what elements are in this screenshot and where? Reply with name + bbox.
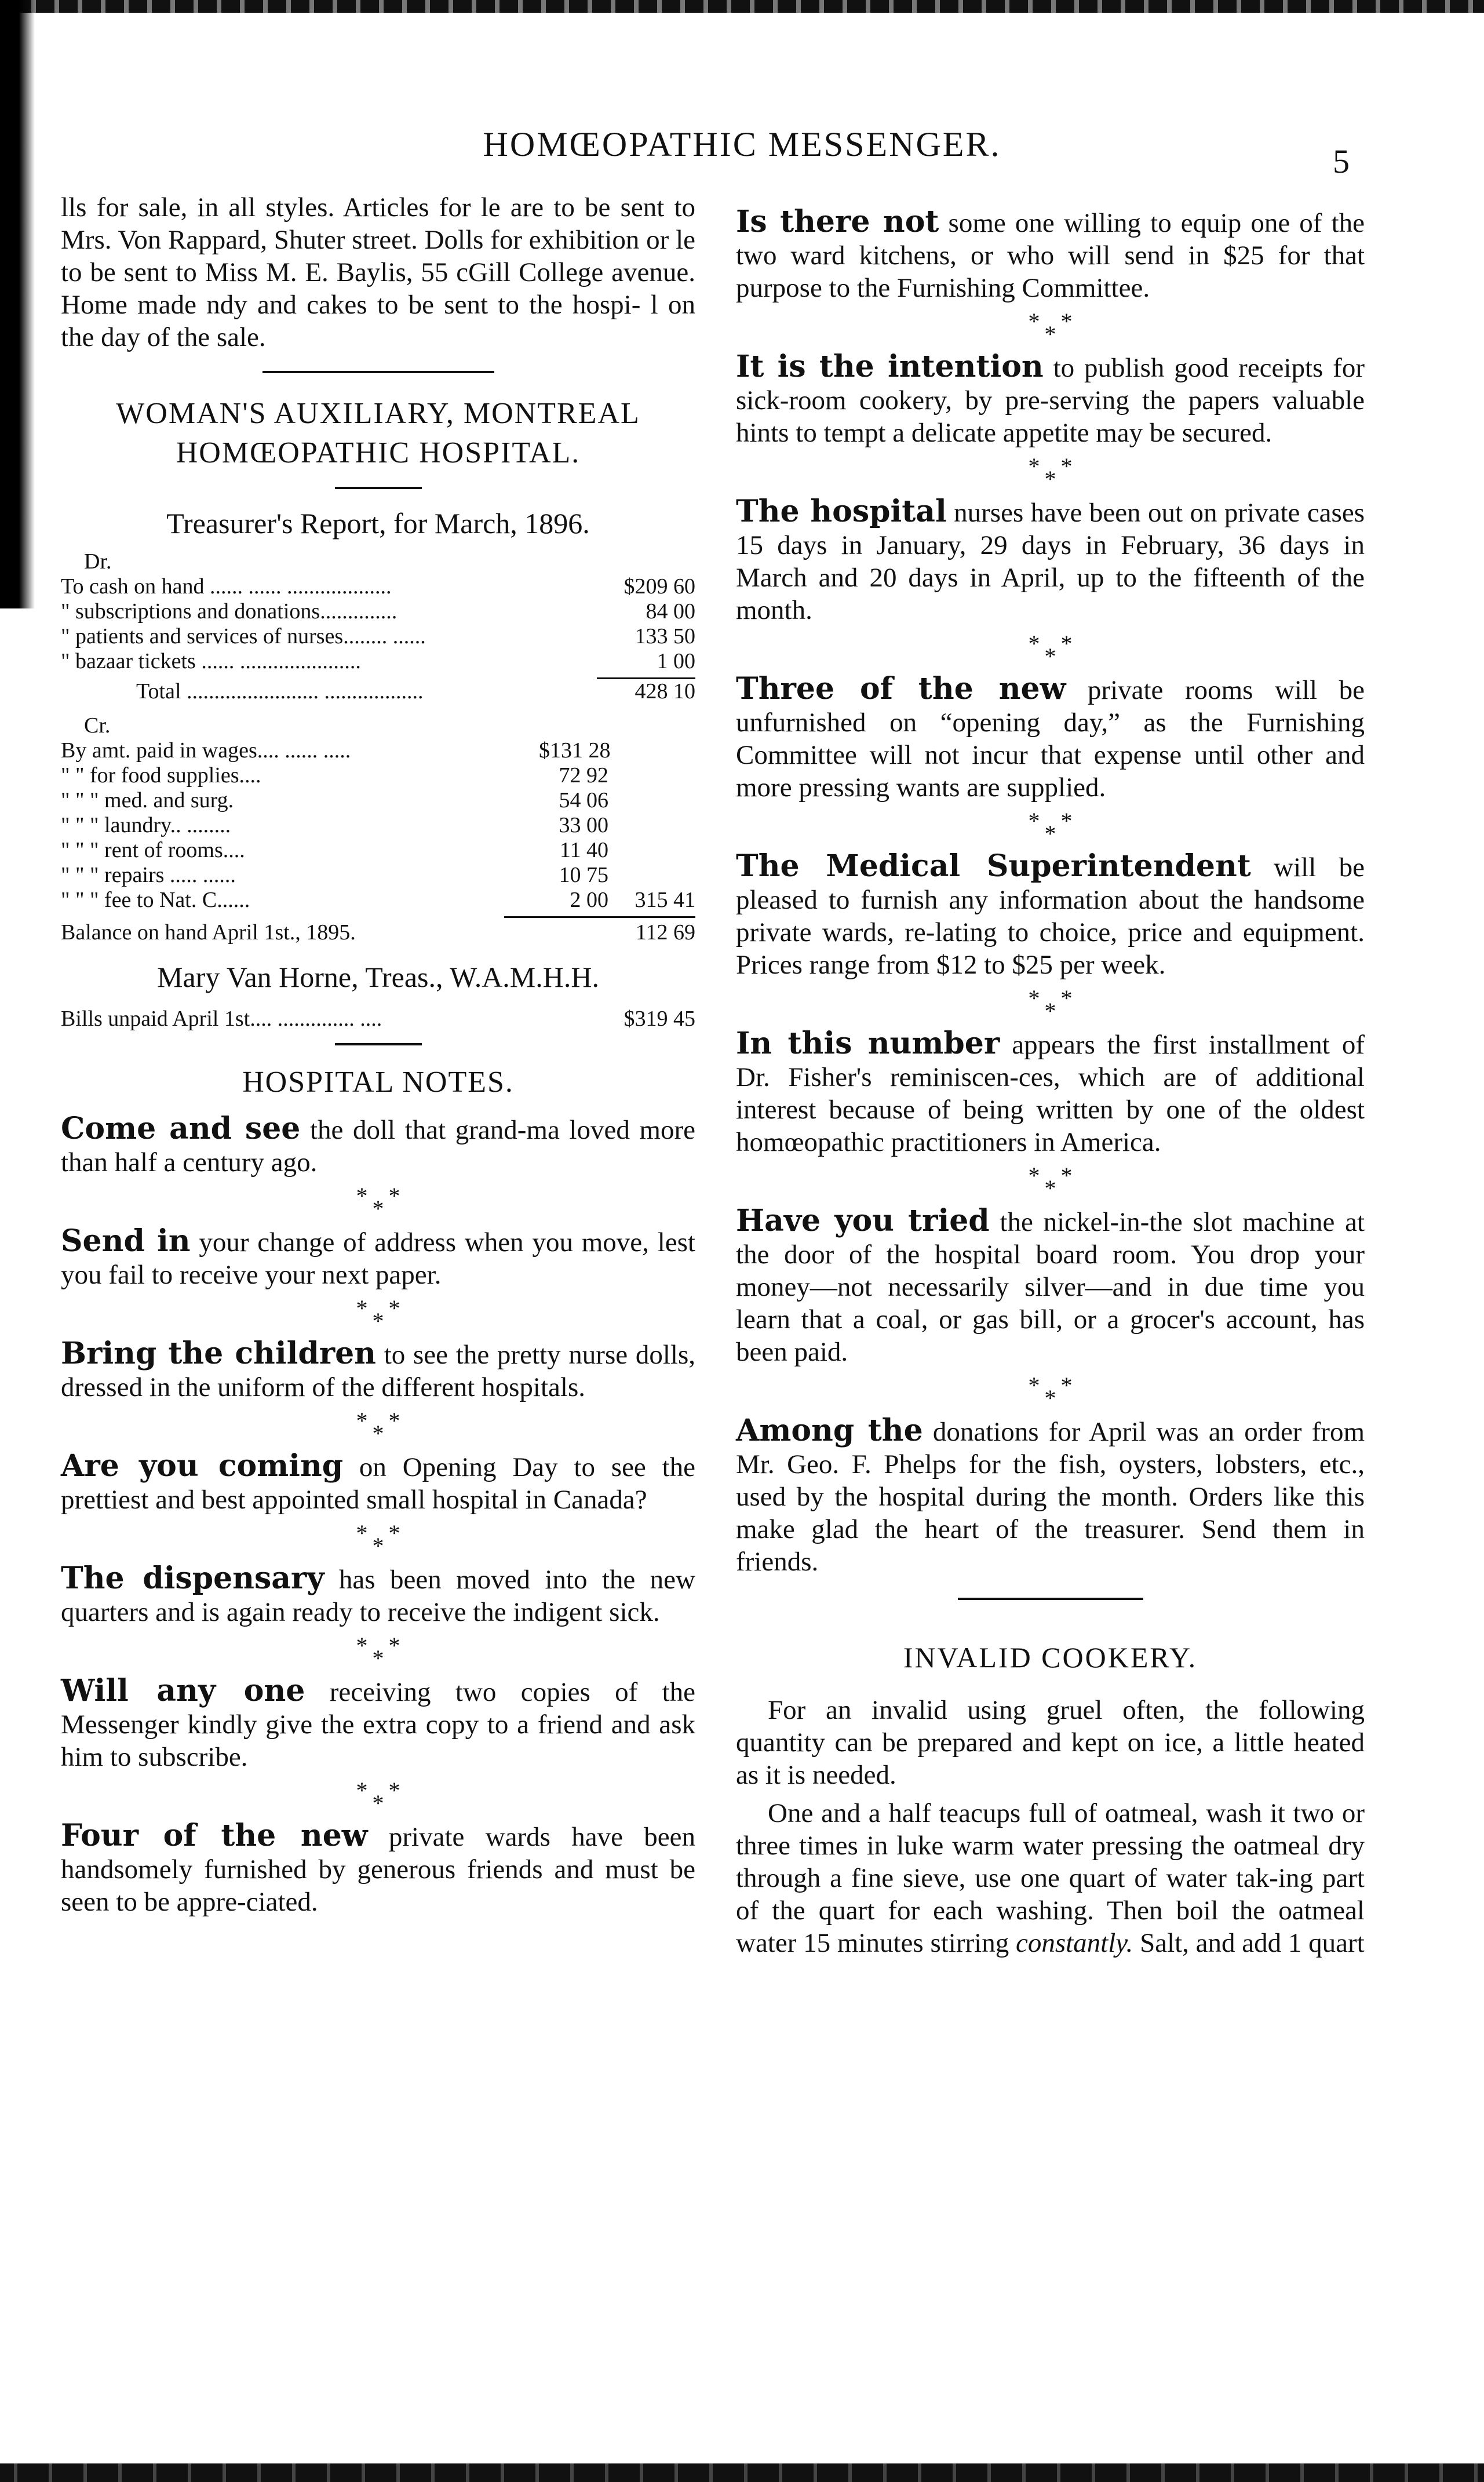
right-column (736, 206, 1365, 1959)
ledger-row (61, 888, 695, 913)
section-rule (335, 487, 422, 489)
star-icon: * (1028, 1372, 1040, 1398)
star-icon: * (372, 1196, 384, 1222)
balance-amount: 112 69 (635, 920, 695, 945)
ledger-label: " subscriptions and donations.............. (61, 599, 398, 624)
dr-rows (61, 574, 695, 674)
ledger-label: " patients and services of nurses........ ...... (61, 624, 426, 648)
ledger-total (608, 763, 695, 788)
note-lead: Are you coming (61, 1448, 344, 1484)
star-icon: * (1028, 1162, 1040, 1189)
star-icon: * (388, 1295, 400, 1321)
ledger-total: 315 41 (635, 888, 695, 912)
balance-rule (504, 916, 695, 918)
hospital-notes-title: HOSPITAL NOTES. (242, 1066, 514, 1099)
star-icon: * (1044, 1175, 1056, 1201)
note-text: to see the pretty nurse dolls, dressed in the uniform of the different hospitals. (61, 1340, 695, 1402)
ledger-amount: 133 50 (635, 624, 695, 648)
note-lead: In this number (736, 1026, 1000, 1061)
hospital-note (61, 1450, 695, 1516)
ledger-row (61, 738, 695, 763)
hospital-note (61, 1675, 695, 1773)
page-top-edge (0, 0, 1484, 13)
hospital-note (736, 1027, 1365, 1158)
star-icon: * (356, 1408, 368, 1434)
right-notes (736, 206, 1365, 1578)
note-text: the nickel-in-the slot machine at the door of the hospital board room. You drop your money—not necessarily silver—and in due time you learn that a coal, or gas bill, or a grocer's account, has been paid. (736, 1207, 1365, 1367)
ledger-amount: 11 40 (559, 838, 608, 862)
star-icon: * (372, 1645, 384, 1671)
star-icon: * (1028, 808, 1040, 834)
intro-paragraph: lls for sale, in all styles. Articles for le are to be sent to Mrs. Von Rappard, Shuter street. Dolls for exhibition or le to be sent to Miss M. E. Baylis, 55 cGill College avenue. Home made ndy and cakes to be sent to the hospi- l on the day of the sale. (61, 192, 695, 352)
ledger-row (61, 574, 695, 599)
dr-label: Dr. (84, 549, 112, 574)
note-text: nurses have been out on private cases 15 days in January, 29 days in February, 36 days in March and 20 days in April, up to the fifteenth of the month. (736, 498, 1365, 625)
ledger-amount: 54 06 (559, 788, 608, 812)
star-icon: * (1060, 985, 1073, 1011)
star-icon: * (388, 1183, 400, 1209)
star-icon: * (388, 1408, 400, 1434)
report-title: Treasurer's Report, for March, 1896. (166, 507, 590, 540)
note-text: private wards have been handsomely furnished by generous friends and must be seen to be appre-ciated. (61, 1822, 695, 1917)
bills-unpaid (61, 1007, 695, 1032)
star-icon: * (1060, 1372, 1073, 1398)
left-notes (61, 1113, 695, 1918)
ledger-amount: 1 00 (657, 649, 695, 673)
page-bottom-edge (0, 2463, 1484, 2482)
bills-row (61, 1007, 695, 1032)
note-text: to publish good receipts for sick-room cookery, by pre-serving the papers valuable hints to tempt a delicate appetite may be secured. (736, 353, 1365, 448)
star-icon: * (1060, 808, 1073, 834)
ledger-amount: $209 60 (624, 574, 695, 599)
note-text: on Opening Day to see the prettiest and best appointed small hospital in Canada? (61, 1452, 695, 1515)
note-text: some one willing to equip one of the two ward kitchens, or who will send in $25 for that purpose to the Furnishing Committee. (736, 208, 1365, 303)
total-row (61, 679, 695, 704)
bills-amount: $319 45 (624, 1007, 695, 1031)
star-icon: * (1060, 453, 1073, 479)
hospital-note (736, 495, 1365, 626)
note-lead: Will any one (61, 1673, 305, 1708)
ledger-total (608, 788, 695, 813)
star-icon: * (388, 1520, 400, 1546)
star-icon: * (372, 1308, 384, 1334)
ledger-row (61, 649, 695, 674)
note-text: appears the first installment of Dr. Fisher's reminiscen-ces, which are of additional interest because of being written by one of the oldest homœopathic practitioners in America. (736, 1030, 1365, 1157)
ledger-row (61, 599, 695, 624)
note-lead: Is there not (736, 204, 939, 239)
hospital-note (736, 1205, 1365, 1368)
total-amount: 428 10 (635, 679, 695, 704)
ledger-total (608, 813, 695, 838)
ledger-amount: 2 00 (570, 888, 608, 912)
ledger-total (608, 863, 695, 888)
star-icon: * (356, 1777, 368, 1803)
note-text: receiving two copies of the Messenger kindly give the extra copy to a friend and ask him to subscribe. (61, 1677, 695, 1772)
ledger-row (61, 863, 695, 888)
ledger-amount: $131 28 (539, 738, 611, 763)
note-text: has been moved into the new quarters and is again ready to receive the indigent sick. (61, 1565, 695, 1627)
separator-stars (61, 1773, 695, 1820)
star-icon: * (1044, 466, 1056, 492)
ledger-label: " " " rent of rooms.... (61, 838, 245, 862)
ledger-label: " " " med. and surg. (61, 788, 234, 812)
star-icon: * (372, 1790, 384, 1816)
ledger-row (61, 788, 695, 813)
star-icon: * (388, 1777, 400, 1803)
ledger-row (61, 813, 695, 838)
ledger-row (61, 763, 695, 788)
hospital-note (736, 850, 1365, 981)
hospital-note (736, 673, 1365, 804)
star-icon: * (1044, 321, 1056, 347)
note-lead: Send in (61, 1223, 191, 1259)
star-icon: * (1028, 453, 1040, 479)
star-icon: * (356, 1520, 368, 1546)
hospital-note (736, 351, 1365, 449)
separator-stars (736, 1368, 1365, 1415)
cookery-text-end: Salt, and add 1 quart (1133, 1928, 1365, 1958)
ledger-label: " " " laundry.. ........ (61, 813, 231, 837)
torn-left-edge (0, 0, 35, 608)
ledger-total (608, 838, 695, 863)
cr-label: Cr. (84, 713, 111, 738)
star-icon: * (1028, 985, 1040, 1011)
ledger-amount: 10 75 (559, 863, 608, 887)
ledger-label: " " for food supplies.... (61, 763, 261, 788)
page-number: 5 (1333, 143, 1350, 180)
star-icon: * (372, 1420, 384, 1446)
note-text: will be pleased to furnish any information about the handsome private wards, re-lating to choice, price and equipment. Prices range from $12 to $25 per week. (736, 852, 1365, 980)
note-text: the doll that grand-ma loved more than half a century ago. (61, 1115, 695, 1178)
cr-rows (61, 738, 695, 913)
star-icon: * (356, 1632, 368, 1659)
note-lead: Bring the children (61, 1336, 376, 1371)
star-icon: * (388, 1632, 400, 1659)
note-lead: Three of the new (736, 671, 1066, 706)
ledger-row (61, 838, 695, 863)
ledger-label: " bazaar tickets ...... ...................... (61, 649, 361, 673)
hospital-note (61, 1562, 695, 1628)
star-icon: * (1060, 308, 1073, 334)
separator-stars (736, 804, 1365, 850)
star-icon: * (1028, 630, 1040, 657)
hospital-note (736, 1415, 1365, 1578)
star-icon: * (1060, 1162, 1073, 1189)
star-icon: * (1044, 821, 1056, 847)
separator-stars (61, 1179, 695, 1225)
note-lead: Come and see (61, 1111, 301, 1146)
star-icon: * (1044, 643, 1056, 669)
separator-stars (736, 626, 1365, 673)
balance-row (61, 920, 695, 945)
cookery-text: One and a half teacups full of oatmeal, wash it two or three times in luke warm water pressing the oatmeal dry through a fine sieve, use one quart of water tak-ing part of the quart for each washing. Then boil the oatmeal water 15 minutes stirring (736, 1798, 1365, 1958)
ledger-amount: 72 92 (559, 763, 608, 788)
hospital-note (61, 1337, 695, 1404)
separator-stars (61, 1628, 695, 1675)
star-icon: * (1028, 308, 1040, 334)
star-icon: * (1044, 1385, 1056, 1411)
treasurer-ledger (61, 549, 695, 945)
ledger-amount: 84 00 (646, 599, 695, 624)
note-text: private rooms will be unfurnished on “opening day,” as the Furnishing Committee will not incur that expense until other and more pressing wants are supplied. (736, 675, 1365, 803)
star-icon: * (1044, 998, 1056, 1024)
auxiliary-title-line1: WOMAN'S AUXILIARY, MONTREAL (116, 397, 640, 430)
ledger-amount: 33 00 (559, 813, 608, 837)
note-lead: Among the (736, 1413, 923, 1448)
note-lead: The dispensary (61, 1561, 324, 1596)
running-head: HOMŒOPATHIC MESSENGER. (483, 125, 1001, 163)
ledger-row (61, 624, 695, 649)
total-label: Total ........................ .................. (136, 679, 424, 704)
star-icon: * (1060, 630, 1073, 657)
ledger-total (608, 738, 695, 763)
star-icon: * (356, 1183, 368, 1209)
star-icon: * (356, 1295, 368, 1321)
hospital-note (736, 206, 1365, 304)
separator-stars (736, 1158, 1365, 1205)
hospital-note (61, 1113, 695, 1179)
invalid-cookery-title: INVALID COOKERY. (903, 1641, 1198, 1674)
separator-stars (736, 304, 1365, 351)
separator-stars (736, 449, 1365, 495)
note-lead: It is the intention (736, 349, 1044, 384)
separator-stars (61, 1404, 695, 1450)
ledger-label: " " " fee to Nat. C...... (61, 888, 250, 912)
note-lead: Have you tried (736, 1203, 990, 1238)
ledger-label: " " " repairs ..... ...... (61, 863, 236, 887)
left-column (61, 191, 695, 1918)
cookery-paragraph-2 (736, 1797, 1365, 1959)
balance-label: Balance on hand April 1st., 1895. (61, 920, 356, 945)
note-lead: Four of the new (61, 1818, 368, 1853)
note-lead: The hospital (736, 494, 947, 529)
cookery-paragraph-1: For an invalid using gruel often, the following quantity can be prepared and kept on ice, a little heated as it is needed. (736, 1695, 1365, 1790)
treasurer-signature: Mary Van Horne, Treas., W.A.M.H.H. (157, 961, 599, 993)
hospital-note (61, 1820, 695, 1918)
note-lead: The Medical Superintendent (736, 848, 1251, 884)
ledger-label: By amt. paid in wages.... ...... ..... (61, 738, 351, 763)
note-text: your change of address when you move, lest you fail to receive your next paper. (61, 1227, 695, 1290)
separator-stars (61, 1516, 695, 1562)
cookery-emphasis: constantly. (1015, 1928, 1133, 1958)
note-text: donations for April was an order from Mr. Geo. F. Phelps for the fish, oysters, lobsters, etc., used by the hospital during the month. Orders like this make glad the heart of the treasurer. Send them in friends. (736, 1417, 1365, 1577)
separator-stars (61, 1291, 695, 1337)
ledger-label: To cash on hand ...... ...... ................... (61, 574, 392, 599)
hospital-note (61, 1225, 695, 1291)
star-icon: * (372, 1533, 384, 1559)
auxiliary-title-line2: HOMŒOPATHIC HOSPITAL. (176, 436, 581, 469)
bills-label: Bills unpaid April 1st.... .............. .... (61, 1007, 382, 1031)
separator-stars (736, 981, 1365, 1027)
